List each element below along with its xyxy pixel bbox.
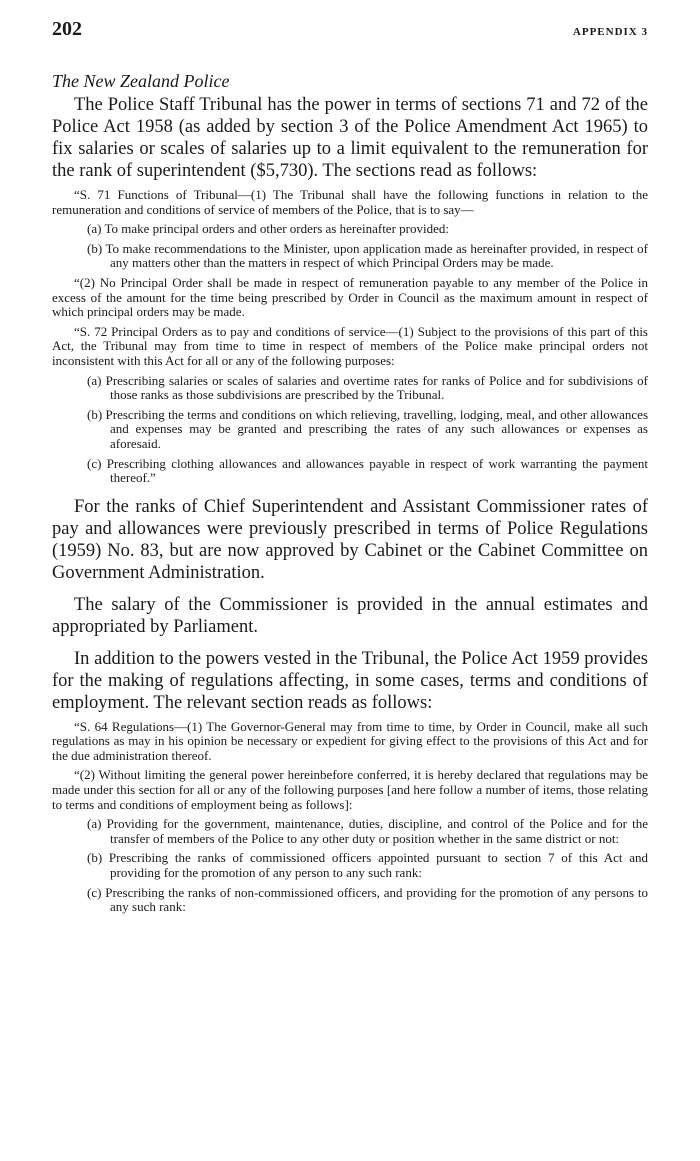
quote-s72-item: (a) Prescribing salaries or scales of salaries and overtime rates for ranks of Police and for subdivisions of those ranks as those subdivisions are prescribed by the Tribunal.: [87, 372, 648, 403]
paragraph-senior-ranks: For the ranks of Chief Superintendent and Assistant Commissioner rates of pay and allowances were previously prescribed in terms of Police Regulations (1959) No. 83, but are now approved by Cabinet or the Cabinet Committee on Government Administration.: [52, 496, 648, 583]
quote-s72-intro: “S. 72 Principal Orders as to pay and conditions of service—(1) Subject to the provisions of this part of this Act, the Tribunal may from time to time in respect of members of the Police make principal orders not inconsistent with this Act for all or any of the following purposes:: [52, 323, 648, 368]
quote-s72-item: (b) Prescribing the terms and conditions on which relieving, travelling, lodging, meal, and other allowances and expenses may be granted and prescribing the rates of any such allowances or expenses as aforesaid.: [87, 406, 648, 451]
quote-s71-item: (a) To make principal orders and other orders as hereinafter provided:: [87, 221, 449, 237]
document-page: [52, 18, 648, 915]
quoted-section-64: [52, 720, 648, 915]
page-number: 202: [52, 18, 82, 40]
quote-s64-subsection-2: “(2) Without limiting the general power hereinbefore conferred, it is hereby declared that regulations may be made under this section for all or any of the following purposes [and here follow a number of items, those relating to terms and conditions of employment being as follows]:: [52, 767, 648, 812]
page-header: [52, 18, 648, 58]
paragraph-regulations: In addition to the powers vested in the Tribunal, the Police Act 1959 provides for the making of regulations affecting, in some cases, terms and conditions of employment. The relevant section reads as follows:: [52, 648, 648, 713]
paragraph-tribunal-powers: The Police Staff Tribunal has the power in terms of sections 71 and 72 of the Police Act 1958 (as added by section 3 of the Police Amendment Act 1965) to fix salaries or scales of salaries up to a limit equivalent to the remuneration for the rank of superintendent ($5,730). The sections read as follows:: [52, 95, 648, 181]
quote-s71-subsection-2: “(2) No Principal Order shall be made in respect of remuneration payable to any member of the Police in excess of the amount for the time being prescribed by Order in Council as the maximum amount in respect of which principal orders may be made.: [52, 274, 648, 320]
quote-s71-item: (b) To make recommendations to the Minister, upon application made as hereinafter provided, in respect of any matters other than the matters in respect of which Principal Orders may be made.: [87, 240, 648, 271]
quote-s64-item: (b) Prescribing the ranks of commissioned officers appointed pursuant to section 7 of this Act and providing for the promotion of any person to any such rank:: [87, 850, 648, 881]
quote-s64-item: (a) Providing for the government, maintenance, duties, discipline, and control of the Police and for the transfer of members of the Police to any other duty or position whether in the same district or not:: [87, 816, 648, 846]
quote-s64-item: (c) Prescribing the ranks of non-commissioned officers, and providing for the promotion of any persons to any such rank:: [87, 884, 648, 915]
quote-s64-intro: “S. 64 Regulations—(1) The Governor-General may from time to time, by Order in Council, make all such regulations as may in his opinion be necessary or expedient for giving effect to the provisions of this Act and for the due administration thereof.: [52, 718, 648, 763]
quoted-sections-71-72: [52, 188, 648, 486]
quote-s72-item: (c) Prescribing clothing allowances and allowances payable in respect of work warranting the payment thereof.”: [87, 455, 648, 486]
running-head: APPENDIX 3: [572, 26, 648, 38]
quote-s71-intro: “S. 71 Functions of Tribunal—(1) The Tribunal shall have the following functions in relation to the remuneration and conditions of service of members of the Police, that is to say—: [52, 187, 648, 217]
section-heading: The New Zealand Police: [52, 71, 230, 91]
paragraph-commissioner-salary: The salary of the Commissioner is provided in the annual estimates and appropriated by Parliament.: [52, 594, 648, 637]
